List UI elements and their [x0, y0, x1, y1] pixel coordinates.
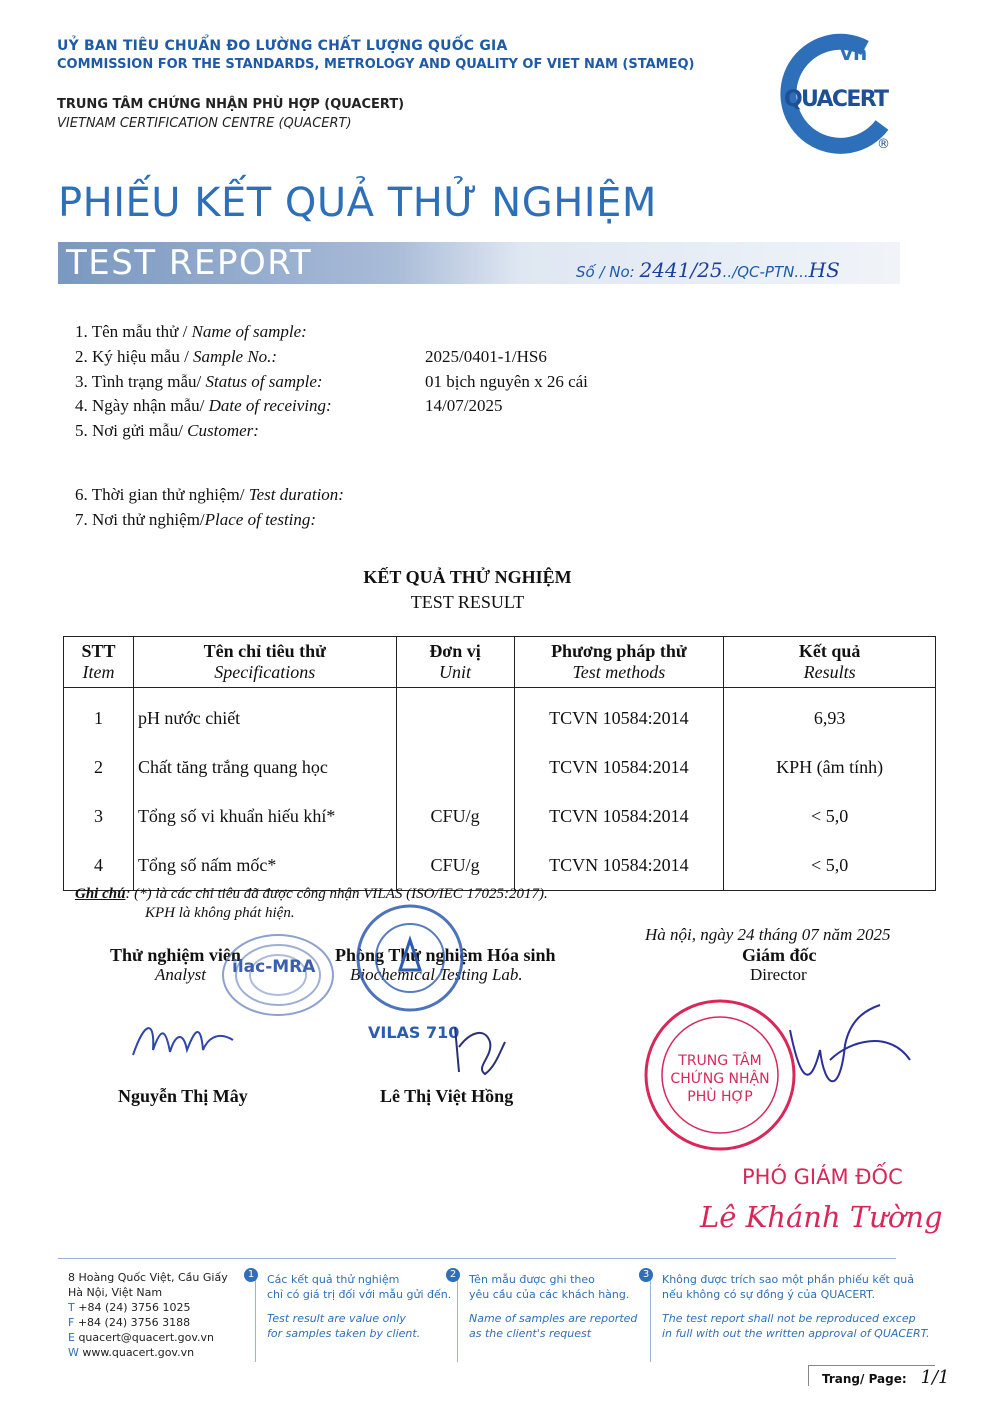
stamp-line-1: TRUNG TÂM — [678, 1053, 762, 1069]
footer-web: www.quacert.gov.vn — [82, 1346, 195, 1359]
analyst-name: Nguyễn Thị Mây — [118, 1086, 248, 1106]
stamp-line-3: PHÙ HỢP — [687, 1089, 753, 1105]
lab-head-signature — [445, 1012, 515, 1082]
report-number-label: Số / No: — [576, 263, 635, 281]
analyst-signature — [125, 1010, 245, 1070]
info-row-sample-name: 1. Tên mẫu thử / Name of sample: — [75, 322, 307, 341]
centre-name-vn: TRUNG TÂM CHỨNG NHẬN PHÙ HỢP (QUACERT) — [57, 97, 405, 112]
footer-note-number-icon: 3 — [639, 1268, 653, 1282]
result-title-vn: KẾT QUẢ THỬ NGHIỆM — [363, 567, 572, 587]
footer-col-divider — [255, 1272, 256, 1362]
stamp-line-2: CHỨNG NHẬN — [670, 1071, 770, 1087]
centre-name-en: VIETNAM CERTIFICATION CENTRE (QUACERT) — [57, 116, 352, 131]
logo-registered: ® — [877, 137, 890, 152]
sign-date: Hà nội, ngày 24 tháng 07 năm 2025 — [645, 925, 891, 944]
result-table — [63, 636, 936, 891]
quacert-logo — [770, 30, 900, 160]
org-name-en: COMMISSION FOR THE STANDARDS, METROLOGY AND QUALITY OF VIET NAM (STAMEQ) — [57, 57, 695, 72]
status-value: 01 bịch nguyên x 26 cái — [425, 372, 588, 391]
table-row: 3 Tổng số vi khuẩn hiếu khí* CFU/g TCVN 10584:2014 < 5,0 — [64, 792, 936, 841]
info-row-test-duration: 6. Thời gian thử nghiệm/ Test duration: — [75, 485, 344, 504]
director-name: Lê Khánh Tường — [700, 1200, 943, 1234]
table-row: 4 Tổng số nấm mốc* CFU/g TCVN 10584:2014 < 5,0 — [64, 841, 936, 891]
note-line-2: KPH là không phát hiện. — [145, 905, 295, 921]
info-row-place: 7. Nơi thử nghiệm/Place of testing: — [75, 510, 317, 529]
footer-note-2: Tên mẫu được ghi theo yêu cầu của các khách hàng. Name of samples are reported as the client's request — [469, 1273, 638, 1340]
report-number — [576, 258, 840, 282]
date-received-value: 14/07/2025 — [425, 396, 503, 415]
footer-fax: +84 (24) 3756 3188 — [77, 1316, 191, 1329]
footer-tel: +84 (24) 3756 1025 — [78, 1301, 191, 1314]
footer-divider — [58, 1258, 896, 1259]
info-row-sample-no: 2. Ký hiệu mẫu / Sample No.: 2025/0401-1/HS6 — [75, 347, 547, 366]
lab-title: Phòng Thử nghiệm Hóa sinh — [335, 945, 556, 965]
report-number-handwritten: 2441/25 — [639, 258, 723, 282]
report-title-vn: PHIẾU KẾT QUẢ THỬ NGHIỆM — [58, 180, 657, 226]
footer-col-divider — [650, 1272, 651, 1362]
director-title: Giám đốc — [742, 945, 817, 965]
page-value: 1/1 — [920, 1367, 950, 1388]
footer-note-1: Các kết quả thử nghiệm chỉ có giá trị đối với mẫu gửi đến. Test result are value only for samples taken by client. — [267, 1273, 452, 1340]
report-title-en: TEST REPORT — [66, 243, 313, 283]
ilac-text: ilac-MRA — [232, 957, 316, 977]
report-number-suffix: ../QC-PTN... — [722, 263, 809, 281]
note-line-1: Ghi chú: (*) là các chỉ tiêu đã được công nhận VILAS (ISO/IEC 17025:2017). — [75, 886, 548, 902]
info-row-customer: 5. Nơi gửi mẫu/ Customer: — [75, 421, 259, 440]
org-name-vn: UỶ BAN TIÊU CHUẨN ĐO LƯỜNG CHẤT LƯỢNG QUỐC GIA — [57, 38, 508, 54]
footer-address: 8 Hoàng Quốc Việt, Cầu Giấy Hà Nội, Việt Nam T +84 (24) 3756 1025 F +84 (24) 3756 3188 E quacert@quacert.gov.vn W www.quacert.gov.vn — [68, 1271, 228, 1359]
ilac-mra-mark — [218, 930, 338, 1020]
footer-col-divider — [457, 1272, 458, 1362]
director-title-en: Director — [750, 965, 807, 984]
info-row-status: 3. Tình trạng mẫu/ Status of sample: 01 bịch nguyên x 26 cái — [75, 372, 588, 391]
director-signature — [770, 1000, 920, 1120]
lab-head-name: Lê Thị Việt Hồng — [380, 1086, 514, 1106]
footer-note-number-icon: 2 — [446, 1268, 460, 1282]
vilas-text: VILAS 710 — [368, 1023, 460, 1042]
analyst-title: Thử nghiệm viên — [110, 945, 241, 965]
result-title-en: TEST RESULT — [410, 592, 525, 612]
lab-title-en: Biochemical Testing Lab. — [350, 965, 523, 984]
page-indicator: Trang/ Page: 1/1 — [822, 1367, 950, 1388]
logo-text: QUACERT — [784, 87, 889, 112]
analyst-title-en: Analyst — [155, 965, 206, 984]
footer-email: quacert@quacert.gov.vn — [78, 1331, 214, 1344]
director-role: PHÓ GIÁM ĐỐC — [742, 1165, 903, 1189]
footer-note-3: Không được trích sao một phần phiếu kết quả nếu không có sự đồng ý của QUACERT. The test report shall not be reproduced excep in full with out the written approval of QUACERT. — [662, 1273, 930, 1340]
logo-vn-text: vn — [840, 41, 868, 65]
table-row: 2 Chất tăng trắng quang học TCVN 10584:2014 KPH (âm tính) — [64, 743, 936, 792]
footer-note-number-icon: 1 — [244, 1268, 258, 1282]
info-row-date-received: 4. Ngày nhận mẫu/ Date of receiving: 14/07/2025 — [75, 396, 503, 415]
table-header-row: STT Item Tên chỉ tiêu thử Specifications Đơn vị Unit Phương pháp thử Test methods Kết quả Results — [64, 637, 936, 688]
sample-no-value: 2025/0401-1/HS6 — [425, 347, 547, 366]
report-number-handwritten-2: HS — [808, 258, 840, 282]
table-row: 1 pH nước chiết TCVN 10584:2014 6,93 — [64, 688, 936, 744]
